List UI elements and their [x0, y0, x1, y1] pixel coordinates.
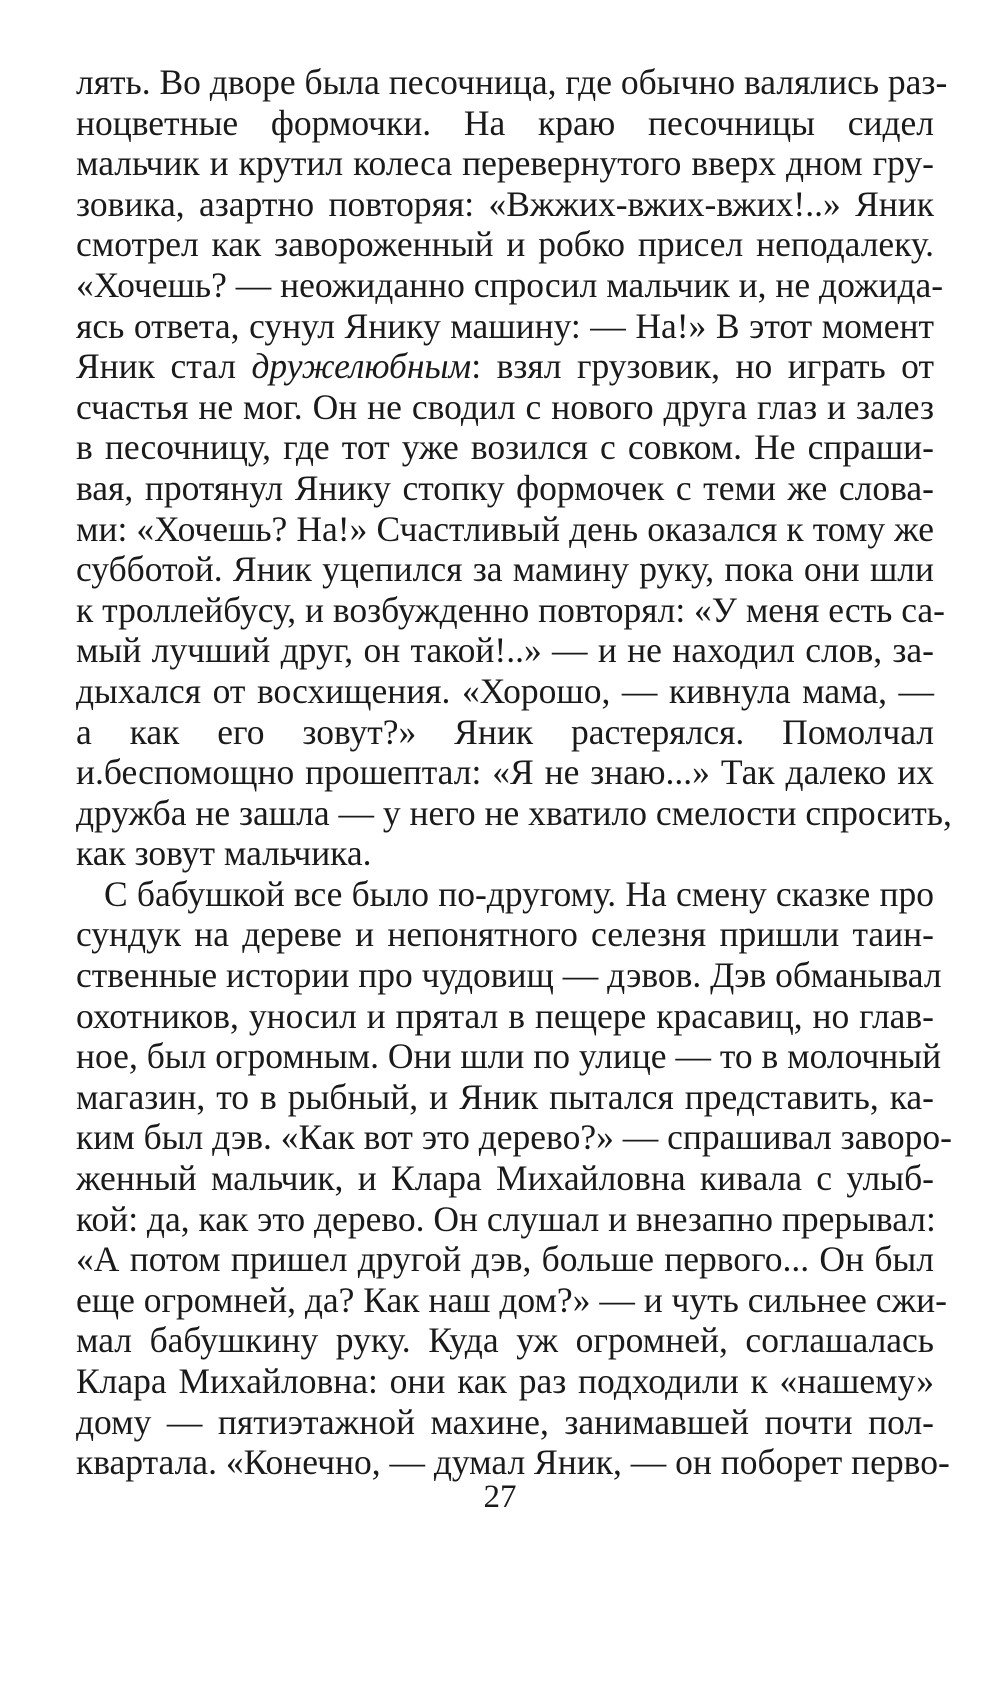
- text-line-segment: охотников, уносил и прятал в пещере красавиц, но глав-: [76, 995, 934, 1036]
- text-line: [76, 630, 934, 671]
- text-line-segment: «Хочешь? — неожиданно спросил мальчик и, не дожида-: [76, 264, 944, 305]
- text-line-segment: Клара Михайловна: они как раз подходили к «нашему»: [76, 1361, 934, 1401]
- text-line-segment: дому — пятиэтажной махине, занимавшей почти пол-: [76, 1401, 934, 1442]
- text-line-segment: ное, был огромным. Они шли по улице — то в молочный: [76, 1036, 942, 1077]
- text-line: [76, 62, 948, 103]
- text-line: [76, 752, 934, 793]
- text-line-segment: «А потом пришел другой дэв, больше первого... Он был: [76, 1239, 934, 1280]
- text-line: [76, 387, 934, 428]
- text-line: [76, 1077, 934, 1118]
- text-line-segment: ственные истории про чудовищ — дэвов. Дэв обманывал: [76, 955, 942, 996]
- text-line: [76, 306, 934, 347]
- text-line-segment: квартала. «Конечно, — думал Яник, — он поборет перво-: [76, 1442, 950, 1483]
- text-line-segment: дружба не зашла — у него не хватило смелости спросить,: [76, 792, 952, 833]
- text-line: [76, 955, 942, 996]
- text-line: [76, 1117, 952, 1158]
- text-line-segment: : взял грузовик, но играть от: [471, 346, 934, 387]
- text-line: [76, 914, 934, 955]
- text-line-segment: женный мальчик, и Клара Михайловна кивала с улыб-: [76, 1158, 934, 1199]
- text-line-segment: ким был дэв. «Как вот это дерево?» — спрашивал заворо-: [76, 1117, 952, 1158]
- text-line-segment: субботой. Яник уцепился за мамину руку, пока они шли: [76, 549, 934, 590]
- text-line: [76, 264, 944, 306]
- text-line: [76, 346, 934, 387]
- text-line-segment: магазин, то в рыбный, и Яник пытался представить, ка-: [76, 1076, 934, 1117]
- text-line-segment: смотрел как завороженный и робко присел неподалеку.: [76, 224, 934, 265]
- text-line-segment: С бабушкой все было по-другому. На смену сказке про: [104, 873, 934, 914]
- text-line: [76, 1239, 934, 1280]
- text-line-segment: вая, протянул Янику стопку формочек с теми же слова-: [76, 467, 934, 508]
- text-line-segment: мальчик и крутил колеса перевернутого вверх дном гру-: [76, 143, 934, 184]
- text-line-segment: счастья не мог. Он не сводил с нового друга глаз и залез: [76, 386, 934, 427]
- text-line: [76, 1402, 934, 1443]
- text-line-segment: как зовут мальчика.: [76, 833, 372, 874]
- text-line: [76, 874, 934, 915]
- emphasized-word: дружелюбным: [251, 346, 472, 387]
- text-line: [76, 1320, 934, 1361]
- text-line: [76, 996, 934, 1037]
- text-line-segment: в песочницу, где тот уже возился с совком. Не спраши-: [76, 427, 934, 468]
- text-line: [76, 549, 934, 590]
- text-line: [76, 589, 945, 631]
- text-line-segment: к троллейбусу, и возбужденно повторял: «У меня есть са-: [76, 589, 945, 630]
- text-line: [76, 103, 934, 144]
- text-line-segment: дыхался от восхищения. «Хорошо, — кивнула мама, —: [76, 670, 934, 711]
- text-line-segment: а как его зовут?» Яник растерялся. Помолчал: [76, 711, 934, 752]
- text-line-segment: зовика, азартно повторяя: «Вжжих-вжих-вжих!..» Яник: [76, 183, 934, 224]
- text-line: [76, 427, 934, 468]
- text-line: [76, 509, 934, 550]
- text-line: [76, 224, 934, 265]
- text-line: [76, 1036, 942, 1077]
- text-line-segment: мал бабушкину руку. Куда уж огромней, соглашалась: [76, 1320, 934, 1361]
- text-line: [76, 833, 934, 874]
- text-line-segment: и.беспомощно прошептал: «Я не знаю...» Так далеко их: [76, 752, 934, 793]
- text-line: [76, 1158, 934, 1199]
- text-line: [76, 468, 934, 509]
- page-number: 27: [483, 1479, 517, 1515]
- text-line: [76, 792, 952, 834]
- text-line: [76, 143, 934, 184]
- text-line: [76, 184, 934, 225]
- text-line: [76, 712, 934, 753]
- text-line-segment: ми: «Хочешь? На!» Счастливый день оказался к тому же: [76, 508, 934, 549]
- text-line: [76, 1279, 947, 1321]
- text-line-segment: мый лучший друг, он такой!..» — и не находил слов, за-: [76, 630, 934, 671]
- text-line: [76, 671, 934, 712]
- text-line-segment: Яник стал: [76, 346, 252, 387]
- body-text: [76, 62, 952, 1483]
- text-line: [76, 1361, 934, 1402]
- text-line-segment: кой: да, как это дерево. Он слушал и внезапно прерывал:: [76, 1198, 936, 1239]
- text-line: [76, 1199, 934, 1240]
- text-line-segment: ясь ответа, сунул Янику машину: — На!» В этот момент: [76, 305, 934, 346]
- text-line-segment: сундук на дереве и непонятного селезня пришли таин-: [76, 914, 934, 955]
- text-line-segment: ноцветные формочки. На краю песочницы сидел: [76, 102, 934, 143]
- text-line-segment: еще огромней, да? Как наш дом?» — и чуть сильнее сжи-: [76, 1279, 947, 1320]
- text-line-segment: лять. Во дворе была песочница, где обычно валялись раз-: [76, 62, 948, 102]
